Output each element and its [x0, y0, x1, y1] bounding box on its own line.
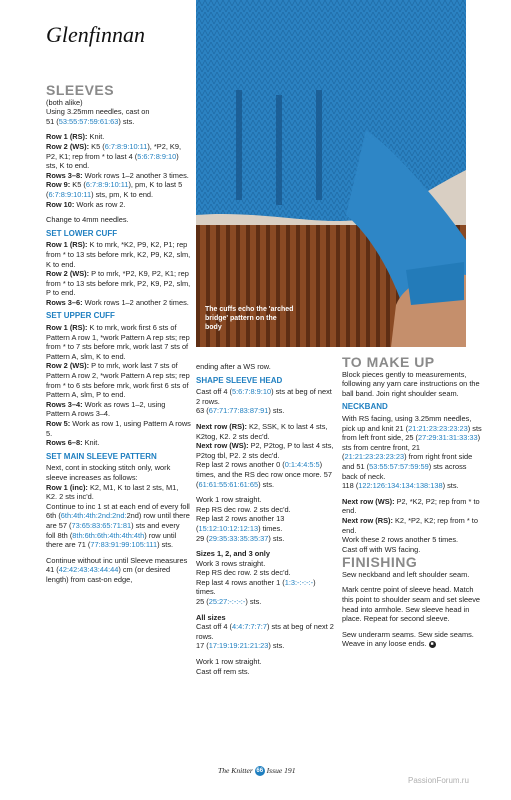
finishing-p3: Sew underarm seams. Sew side seams. Weave in any loose ends. ■	[342, 629, 474, 649]
page-footer	[218, 766, 296, 776]
sizes-123: Sizes 1, 2, and 3 only Work 3 rows straight. Rep RS dec row. 2 sts dec'd. Rep last 4 rows another 1 (1:3:-:-:-:-) times. 25 (25:27:-:-:-:-) sts.	[196, 549, 316, 607]
neckband-rows: Next row (WS): P2, *K2, P2; rep from * to end. Next row (RS): K2, *P2, K2; rep from * to end. Work these 2 rows another 5 times. Cast off with WS facing.	[342, 496, 480, 554]
sleeve-head-castoff: Cast off 4 (5:6:7:8:9:10) sts at beg of next 2 rows. 63 (67:71:77:83:87:91) sts.	[196, 387, 332, 416]
page-number: 66	[256, 768, 264, 775]
make-up-heading: TO MAKE UP	[342, 354, 435, 370]
sleeve-row-1: Row 1 (RS): Knit. Row 2 (WS): K5 (6:7:8:9:10:11), *P2, K9, P2, K1; rep from * to last 4 (5:6:7:8:9:10) sts, K to end. Rows 3–8: Work rows 1–2 another 3 times. Row 9: K5 (6:7:8:9:10:11), pm, K to last 5 (6:7:8:9:10:11) sts, pm, K to end. Row 10: Work as row 2.	[46, 132, 189, 209]
upper-cuff-text: Row 1 (RS): K to mrk, work first 6 sts of Pattern A row 1, *work Pattern A rep sts; rep from * to 7 sts before mrk, work last 7 sts of Pattern A, slm, K to end. Row 2 (WS): P to mrk, work last 7 sts of Pattern A row 2, *work Pattern A rep sts; rep from * to 6 sts before mrk, work first 6 sts of Pattern A, slm, P to end. Rows 3–4: Work as rows 1–2, using Pattern A rows 3–4. Row 5: Work as row 1, using Pattern A rows 5. Rows 6–8: Knit.	[46, 323, 191, 448]
watermark: PassionForum.ru	[408, 776, 469, 785]
neckband-heading: NECKBAND	[342, 402, 388, 412]
page-title: Glenfinnan	[46, 22, 145, 47]
main-sleeve-heading: SET MAIN SLEEVE PATTERN	[46, 451, 157, 461]
column-2	[196, 362, 336, 679]
sleeves-heading: SLEEVES	[46, 82, 115, 98]
photo-caption: The cuffs echo the 'arched bridge' pattern on the body	[205, 306, 294, 331]
main-sleeve-text: Next, cont in stocking stitch only, work sleeve increases as follows: Row 1 (inc): K2, M1, K to last 2 sts, M1, K2. 2 sts inc'd. Continue to inc 1 st at each end of every foll 6th (6th:4th:4th:2nd:2nd:2nd) row until there are 57 (73:65:83:65:71:81) sts and every foll 8th (8th:6th:6th:4th:4th:4th) row until there are 71 (77:83:91:99:105:111) sts.	[46, 463, 190, 550]
sleeves-note: (both alike) Using 3.25mm needles, cast on 51 (53:55:57:59:61:63) sts.	[46, 97, 150, 126]
magazine-name: The Knitter	[218, 766, 253, 775]
sweater-photo	[196, 0, 466, 347]
finishing-p1: Sew neckband and left shoulder seam.	[342, 569, 470, 579]
finishing-heading: FINISHING	[342, 554, 418, 571]
main-sleeve-length: Continue without inc until Sleeve measures 41 (42:42:43:43:44:44) cm (or desired length) from cast-on edge,	[46, 555, 188, 584]
column-3	[342, 354, 482, 652]
lower-cuff-heading: SET LOWER CUFF	[46, 228, 118, 238]
column-1	[46, 82, 191, 588]
final-castoff: Work 1 row straight. Cast off rem sts.	[196, 657, 262, 676]
change-needles: Change to 4mm needles.	[46, 215, 129, 225]
sleeve-head-heading: SHAPE SLEEVE HEAD	[196, 375, 283, 385]
upper-cuff-heading: SET UPPER CUFF	[46, 311, 115, 321]
make-up-text: Block pieces gently to measurements, following any yarn care instructions on the ball band. Join right shoulder seam.	[342, 369, 480, 398]
end-mark-icon: ■	[430, 640, 434, 647]
sweater-illustration	[196, 0, 466, 347]
finishing-p2: Mark centre point of sleeve head. Match this point to shoulder seam and set sleeve head into armhole. Sew sleeve head in place. Repeat for second sleeve.	[342, 585, 481, 624]
issue-number: Issue 191	[266, 766, 296, 775]
lower-cuff-text: Row 1 (RS): K to mrk, *K2, P9, K2, P1; rep from * to 13 sts before mrk, K2, P9, K2, slm, K to end. Row 2 (WS): P to mrk, *P2, K9, P2, K1; rep from * to 13 sts before mrk, P2, K9, P2, slm, P to end. Rows 3–6: Work rows 1–2 another 2 times.	[46, 240, 191, 307]
neckband-text: With RS facing, using 3.25mm needles, pick up and knit 21 (21:21:23:23:23:23) sts from left front side, 25 (27:29:31:31:33:33) sts from centre front, 21 (21:21:23:23:23:23) from right front side and 51 (53:55:57:57:59:59) sts across back of neck. 118 (122:126:134:134:138:138) sts.	[342, 413, 482, 491]
sleeve-head-dec: Next row (RS): K2, SSK, K to last 4 sts, K2tog, K2. 2 sts dec'd. Next row (WS): P2, P2tog, P to last 4 sts, P2tog tbl, P2. 2 sts dec'd. Rep last 2 rows another 0 (0:1:4:4:5:5) times, and the RS dec row once more. 57 (61:61:55:61:61:65) sts.	[196, 421, 334, 489]
ending-ws: ending after a WS row.	[196, 362, 271, 371]
all-sizes: All sizes Cast off 4 (4:4:7:7:7:7) sts at beg of next 2 rows. 17 (17:19:19:21:21:23) sts.	[196, 612, 334, 651]
sleeve-head-straight: Work 1 row straight. Rep RS dec row. 2 sts dec'd. Rep last 2 rows another 13 (15:12:10:12:12:13) times. 29 (29:35:33:35:35:37) sts.	[196, 495, 291, 543]
